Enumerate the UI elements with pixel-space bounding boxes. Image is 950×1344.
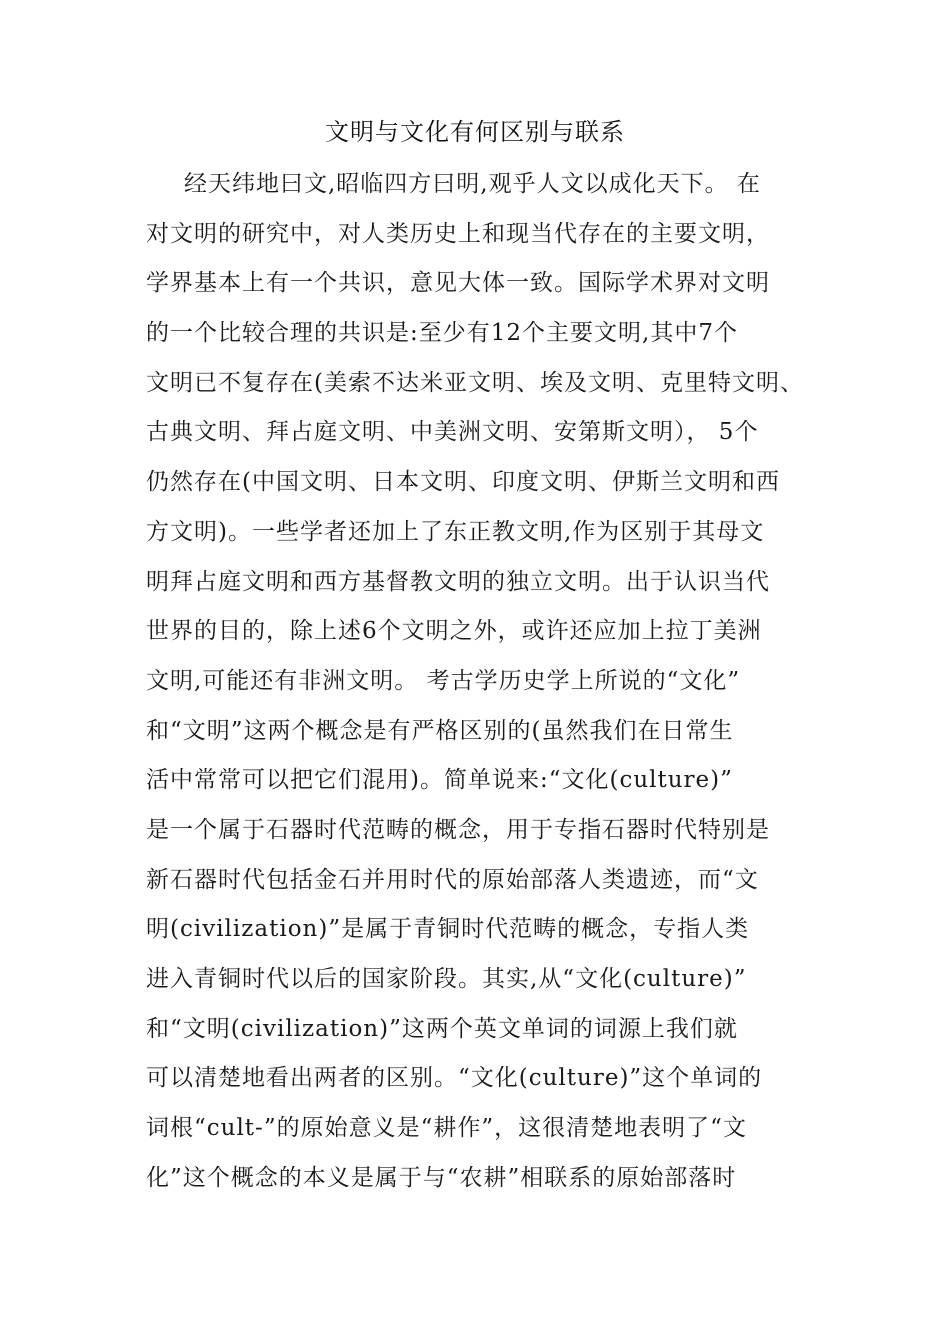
text-line: 学界基本上有一个共识，意见大体一致。国际学术界对文明 (146, 270, 770, 297)
text-line: 化”这个概念的本义是属于与“农耕”相联系的原始部落时 (146, 1164, 737, 1191)
text-line: 文明已不复存在(美索不达米亚文明、埃及文明、克里特文明、 (146, 369, 804, 396)
text-line: 词根“cult-”的原始意义是“耕作”，这很清楚地表明了“文 (146, 1115, 747, 1142)
text-line: 和“文明”这两个概念是有严格区别的(虽然我们在日常生 (146, 717, 734, 744)
text-line: 方文明)。一些学者还加上了东正教文明,作为区别于其母文 (146, 518, 765, 545)
text-line: 明(civilization)”是属于青铜时代范畴的概念，专指人类 (146, 916, 750, 943)
text-line: 的一个比较合理的共识是:至少有12个主要文明,其中7个 (146, 320, 738, 347)
document-title: 文明与文化有何区别与联系 (325, 118, 625, 146)
text-line: 新石器时代包括金石并用时代的原始部落人类遗迹，而“文 (146, 866, 759, 893)
text-line: 可以清楚地看出两者的区别。“文化(culture)”这个单词的 (146, 1065, 763, 1092)
text-line: 活中常常可以把它们混用)。简单说来:“文化(culture)” (146, 767, 733, 794)
text-line: 对文明的研究中，对人类历史上和现当代存在的主要文明， (146, 220, 770, 247)
text-line: 仍然存在(中国文明、日本文明、印度文明、伊斯兰文明和西 (146, 469, 780, 496)
text-line: 是一个属于石器时代范畴的概念，用于专指石器时代特别是 (146, 816, 770, 843)
text-line: 文明,可能还有非洲文明。 考古学历史学上所说的“文化” (146, 667, 741, 694)
document-body (146, 160, 826, 1203)
text-line: 进入青铜时代以后的国家阶段。其实,从“文化(culture)” (146, 966, 747, 992)
text-line: 明拜占庭文明和西方基督教文明的独立文明。出于认识当代 (146, 568, 770, 595)
text-line: 古典文明、拜占庭文明、中美洲文明、安第斯文明）， 5个 (146, 419, 759, 446)
text-line: 世界的目的，除上述6个文明之外，或许还应加上拉丁美洲 (146, 618, 762, 645)
text-line: 和“文明(civilization)”这两个英文单词的词源上我们就 (146, 1015, 738, 1042)
text-line: 经天纬地曰文,昭临四方曰明,观乎人文以成化天下。 在 (184, 171, 761, 197)
